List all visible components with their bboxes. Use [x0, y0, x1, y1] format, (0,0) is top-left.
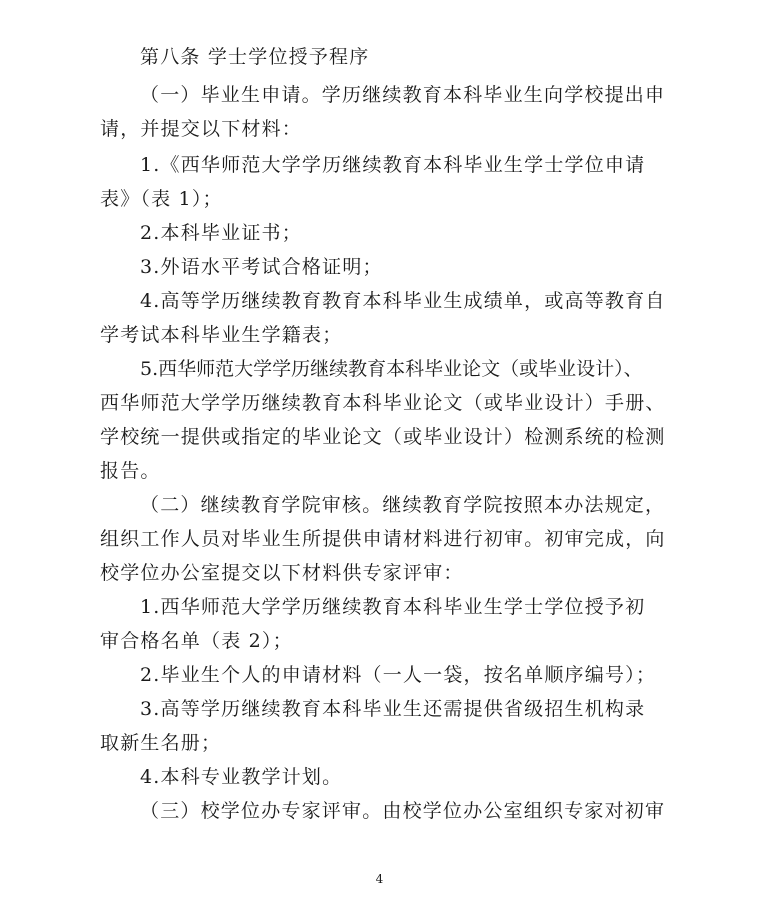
paragraph-line: 请，并提交以下材料： — [100, 118, 303, 140]
paragraph-line: 组织工作人员对毕业生所提供申请材料进行初审。初审完成，向 — [100, 528, 666, 550]
paragraph-line: 5.西华师范大学学历继续教育本科毕业论文（或毕业设计）、 — [140, 358, 643, 380]
paragraph-line: 表》（表 1）； — [100, 188, 223, 210]
page-number: 4 — [375, 872, 384, 886]
paragraph-line: 学考试本科毕业生学籍表； — [100, 324, 343, 346]
paragraph-line: 报告。 — [100, 460, 161, 482]
paragraph-line: 2.毕业生个人的申请材料（一人一袋，按名单顺序编号）； — [140, 664, 657, 686]
paragraph-line: 3.高等学历继续教育本科毕业生还需提供省级招生机构录 — [140, 698, 646, 720]
paragraph-line: （二）继续教育学院审核。继续教育学院按照本办法规定， — [140, 494, 666, 516]
paragraph-line: 1.《西华师范大学学历继续教育本科毕业生学士学位申请 — [140, 154, 646, 176]
paragraph-line: 3.外语水平考试合格证明； — [140, 256, 383, 278]
paragraph-line: （一）毕业生申请。学历继续教育本科毕业生向学校提出申 — [140, 84, 666, 106]
article-heading: 第八条 学士学位授予程序 — [140, 46, 370, 68]
paragraph-line: （三）校学位办专家评审。由校学位办公室组织专家对初审 — [140, 800, 666, 822]
paragraph-line: 学校统一提供或指定的毕业论文（或毕业设计）检测系统的检测 — [100, 426, 666, 448]
paragraph-line: 审合格名单（表 2）； — [100, 630, 293, 652]
paragraph-line: 校学位办公室提交以下材料供专家评审： — [100, 562, 464, 584]
paragraph-line: 西华师范大学学历继续教育本科毕业论文（或毕业设计）手册、 — [100, 392, 666, 414]
paragraph-line: 1.西华师范大学学历继续教育本科毕业生学士学位授予初 — [140, 596, 646, 618]
paragraph-line: 取新生名册； — [100, 732, 222, 754]
paragraph-line: 4.高等学历继续教育教育本科毕业生成绩单，或高等教育自 — [140, 290, 666, 312]
paragraph-line: 2.本科毕业证书； — [140, 222, 302, 244]
paragraph-line: 4.本科专业教学计划。 — [140, 766, 343, 788]
